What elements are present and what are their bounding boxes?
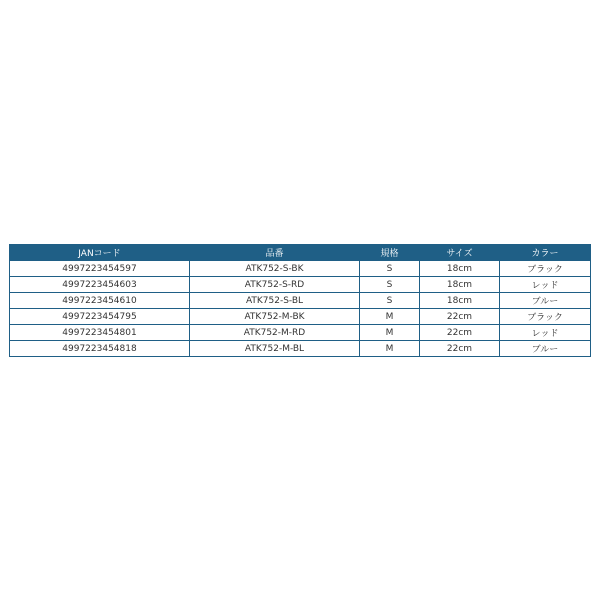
cell-size: 18cm xyxy=(420,277,500,293)
cell-part-number: ATK752-M-BL xyxy=(190,341,360,357)
cell-standard: S xyxy=(360,277,420,293)
cell-jan-code: 4997223454801 xyxy=(10,325,190,341)
table-header xyxy=(10,245,591,261)
cell-jan-code: 4997223454603 xyxy=(10,277,190,293)
cell-jan-code: 4997223454818 xyxy=(10,341,190,357)
header-standard: 規格 xyxy=(360,245,420,261)
header-size: サイズ xyxy=(420,245,500,261)
cell-standard: M xyxy=(360,309,420,325)
cell-size: 22cm xyxy=(420,309,500,325)
cell-color: ブルー xyxy=(500,341,591,357)
cell-part-number: ATK752-S-BL xyxy=(190,293,360,309)
header-color: カラー xyxy=(500,245,591,261)
table-row xyxy=(10,277,591,293)
cell-size: 22cm xyxy=(420,341,500,357)
cell-standard: M xyxy=(360,325,420,341)
product-spec-table xyxy=(9,244,591,357)
cell-part-number: ATK752-M-RD xyxy=(190,325,360,341)
header-jan-code: JANコード xyxy=(10,245,190,261)
table-row xyxy=(10,341,591,357)
header-row xyxy=(10,245,591,261)
cell-color: ブルー xyxy=(500,293,591,309)
table-row xyxy=(10,309,591,325)
cell-color: レッド xyxy=(500,277,591,293)
cell-color: ブラック xyxy=(500,261,591,277)
cell-size: 18cm xyxy=(420,293,500,309)
cell-standard: M xyxy=(360,341,420,357)
cell-part-number: ATK752-S-RD xyxy=(190,277,360,293)
cell-jan-code: 4997223454795 xyxy=(10,309,190,325)
cell-standard: S xyxy=(360,293,420,309)
table-row xyxy=(10,261,591,277)
cell-part-number: ATK752-S-BK xyxy=(190,261,360,277)
table-row xyxy=(10,325,591,341)
cell-jan-code: 4997223454597 xyxy=(10,261,190,277)
table-body xyxy=(10,261,591,357)
cell-color: レッド xyxy=(500,325,591,341)
cell-jan-code: 4997223454610 xyxy=(10,293,190,309)
cell-size: 18cm xyxy=(420,261,500,277)
cell-size: 22cm xyxy=(420,325,500,341)
cell-color: ブラック xyxy=(500,309,591,325)
table-row xyxy=(10,293,591,309)
cell-standard: S xyxy=(360,261,420,277)
cell-part-number: ATK752-M-BK xyxy=(190,309,360,325)
header-part-number: 品番 xyxy=(190,245,360,261)
